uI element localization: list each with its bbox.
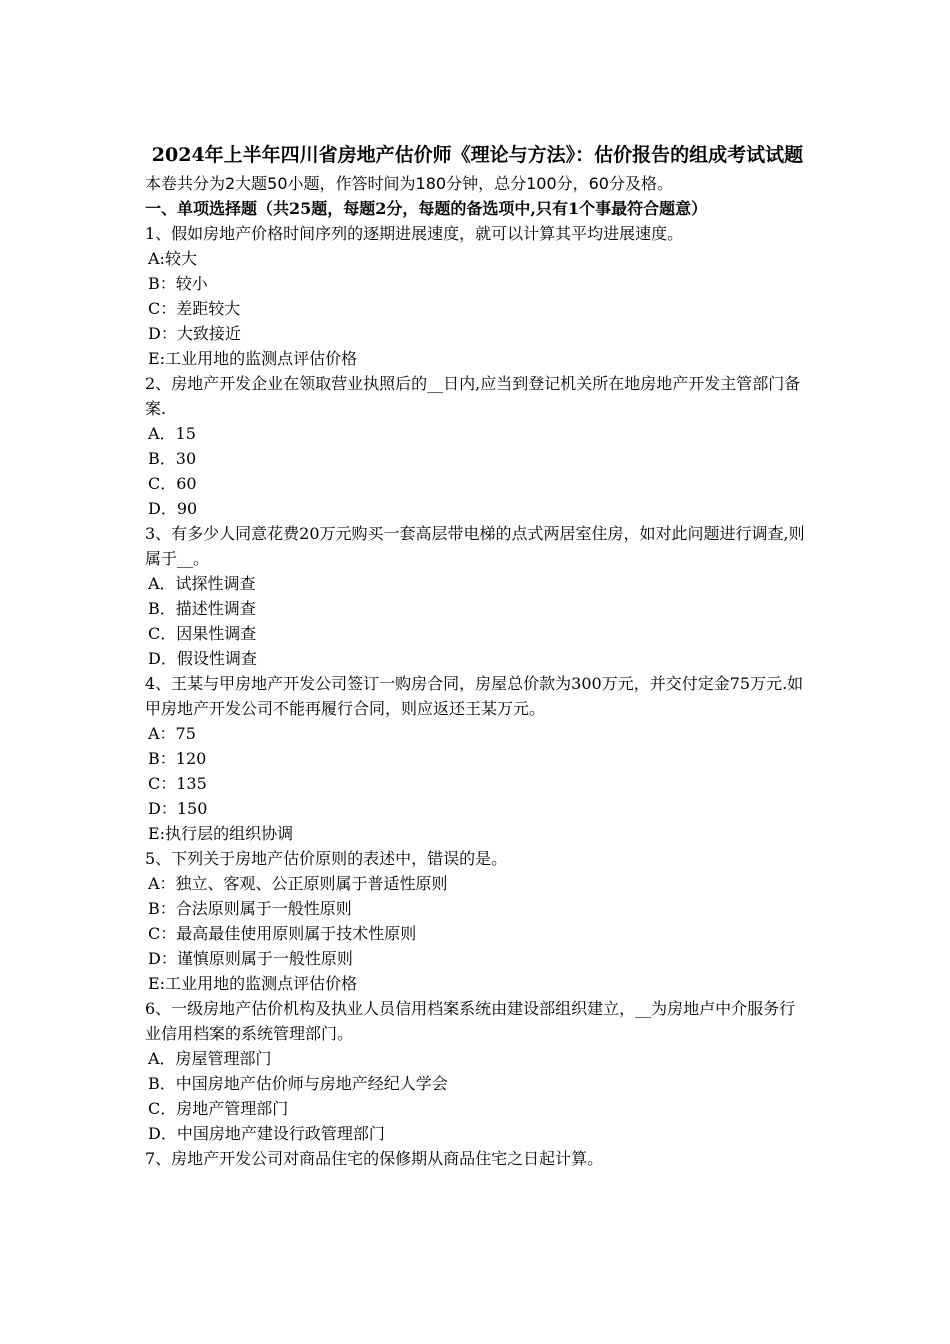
- section-heading: 一、单项选择题（共25题，每题2分，每题的备选项中,只有1个事最符合题意）: [145, 199, 708, 218]
- option-a: A：75: [148, 724, 196, 743]
- question-text: 5、下列关于房地产估价原则的表述中，错误的是。: [145, 849, 508, 868]
- option-b: B：合法原则属于一般性原则: [148, 899, 352, 918]
- question-6: [145, 996, 810, 1146]
- question-5: [145, 846, 810, 996]
- option-c: C：135: [148, 774, 207, 793]
- option-e: E:工业用地的监测点评估价格: [148, 974, 358, 993]
- question-2: [145, 371, 810, 521]
- option-a: A．15: [148, 424, 196, 443]
- question-text: 7、房地产开发公司对商品住宅的保修期从商品住宅之日起计算。: [145, 1149, 604, 1168]
- option-d: D：150: [148, 799, 208, 818]
- option-d: D：大致接近: [148, 324, 241, 343]
- option-b: B：较小: [148, 274, 208, 293]
- option-d: D．90: [148, 499, 198, 518]
- option-c: C．因果性调查: [148, 624, 257, 643]
- document-title: 2024年上半年四川省房地产估价师《理论与方法》：估价报告的组成考试试题: [151, 144, 804, 166]
- question-text: 3、有多少人同意花费20万元购买一套高层带电梯的点式两居室住房，如对此问题进行调查,则属于__。: [145, 524, 805, 568]
- option-b: B．30: [148, 449, 197, 468]
- option-b: B．描述性调查: [148, 599, 256, 618]
- option-c: C：差距较大: [148, 299, 241, 318]
- question-3: [145, 521, 810, 671]
- document-body: [145, 142, 810, 1171]
- option-a: A：独立、客观、公正原则属于普适性原则: [148, 874, 448, 893]
- option-d: D：谨慎原则属于一般性原则: [148, 949, 353, 968]
- question-text: 6、一级房地产估价机构及执业人员信用档案系统由建设部组织建立，__为房地卢中介服务行业信用档案的系统管理部门。: [145, 999, 796, 1043]
- option-e: E:执行层的组织协调: [148, 824, 294, 843]
- option-c: C：最高最佳使用原则属于技术性原则: [148, 924, 417, 943]
- option-b: B：120: [148, 749, 207, 768]
- option-b: B．中国房地产估价师与房地产经纪人学会: [148, 1074, 448, 1093]
- question-4: [145, 671, 810, 846]
- option-a: A．房屋管理部门: [148, 1049, 272, 1068]
- option-c: C．房地产管理部门: [148, 1099, 289, 1118]
- question-text: 1、假如房地产价格时间序列的逐期进展速度，就可以计算其平均进展速度。: [145, 224, 684, 243]
- option-e: E:工业用地的监测点评估价格: [148, 349, 358, 368]
- exam-intro: 本卷共分为2大题50小题，作答时间为180分钟，总分100分，60分及格。: [145, 174, 673, 193]
- option-d: D．中国房地产建设行政管理部门: [148, 1124, 385, 1143]
- question-1: [145, 221, 810, 371]
- option-a: A:较大: [148, 249, 197, 268]
- option-d: D．假设性调查: [148, 649, 257, 668]
- option-a: A．试探性调查: [148, 574, 256, 593]
- question-7: [145, 1146, 810, 1171]
- question-text: 4、王某与甲房地产开发公司签订一购房合同，房屋总价款为300万元，并交付定金75万元.如甲房地产开发公司不能再履行合同，则应返还王某万元。: [145, 674, 804, 718]
- question-text: 2、房地产开发企业在领取营业执照后的__日内,应当到登记机关所在地房地产开发主管部门备案.: [145, 374, 801, 418]
- option-c: C．60: [148, 474, 197, 493]
